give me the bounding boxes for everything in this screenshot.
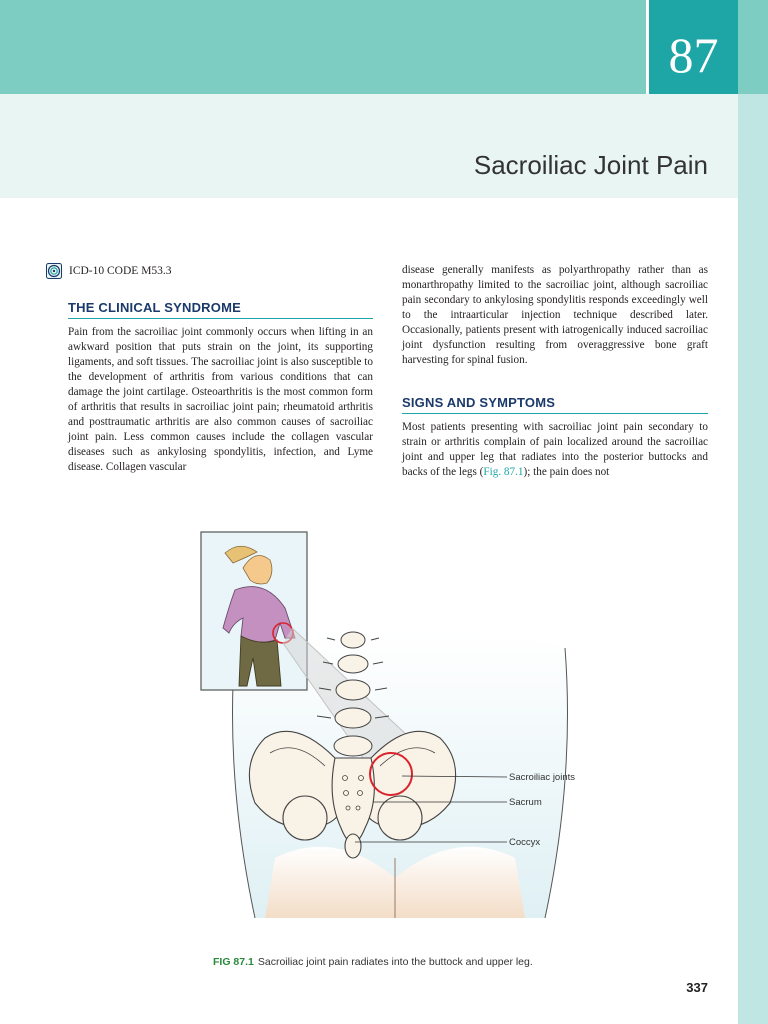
side-strip-top — [738, 0, 768, 94]
icd-code: ICD-10 CODE M53.3 — [69, 265, 172, 277]
label-coccyx: Coccyx — [509, 837, 541, 848]
figure-caption-label: FIG 87.1 — [213, 956, 254, 968]
figure-caption-text: Sacroiliac joint pain radiates into the buttock and upper leg. — [257, 956, 533, 968]
clinical-syndrome-heading: THE CLINICAL SYNDROME — [68, 300, 373, 319]
title-band — [0, 94, 738, 198]
icd-code-row — [46, 262, 172, 280]
label-sacrum: Sacrum — [509, 797, 542, 808]
pelvis-illustration — [195, 528, 595, 918]
signs-text-a: Most patients presenting with sacroiliac joint pain secondary to strain or arthritis complain of pain localized around the sacroiliac joint and upper leg that radiates into the posterior buttocks and backs of the legs ( — [402, 421, 708, 478]
signs-text-b: ); the pain does not — [523, 466, 610, 478]
chapter-title: Sacroiliac Joint Pain — [473, 150, 708, 180]
header-band — [0, 0, 738, 94]
figure-link[interactable]: Fig. 87.1 — [483, 466, 524, 478]
clinical-syndrome-continued: disease generally manifests as polyarthropathy rather than as monarthropathy limited to the sacroiliac joint, although sacroiliac pain secondary to ankylosing spondylitis responds exceedingly well to the intraarticular injection technique described later. Occasionally, patients present with iatrogenically induced sacroiliac joint dysfunction resulting from overaggressive bone graft harvesting for spinal fusion. — [402, 264, 708, 366]
target-icon — [46, 263, 62, 279]
chapter-number-box — [646, 0, 738, 94]
side-strip — [738, 0, 768, 1024]
label-sacroiliac-joints: Sacroiliac joints — [509, 772, 575, 783]
page-number: 337 — [686, 980, 708, 995]
signs-symptoms-heading: SIGNS AND SYMPTOMS — [402, 395, 708, 414]
signs-symptoms-text — [402, 420, 708, 480]
figure-caption — [213, 956, 533, 968]
chapter-number: 87 — [668, 27, 719, 83]
clinical-syndrome-text: Pain from the sacroiliac joint commonly occurs when lifting in an awkward position that puts strain on the joint, its supporting ligaments, and soft tissues. The sacroiliac joint is also susceptible to the development of arthritis from various conditions that can damage the joint cartilage. Osteoarthritis is the most common form of arthritis that results in sacroiliac joint pain; rheumatoid arthritis and posttraumatic arthritis are also common causes of sacroiliac joint pain. Less common causes include the collagen vascular diseases such as ankylosing spondylitis, infection, and Lyme disease. Collagen vascular — [68, 326, 373, 473]
